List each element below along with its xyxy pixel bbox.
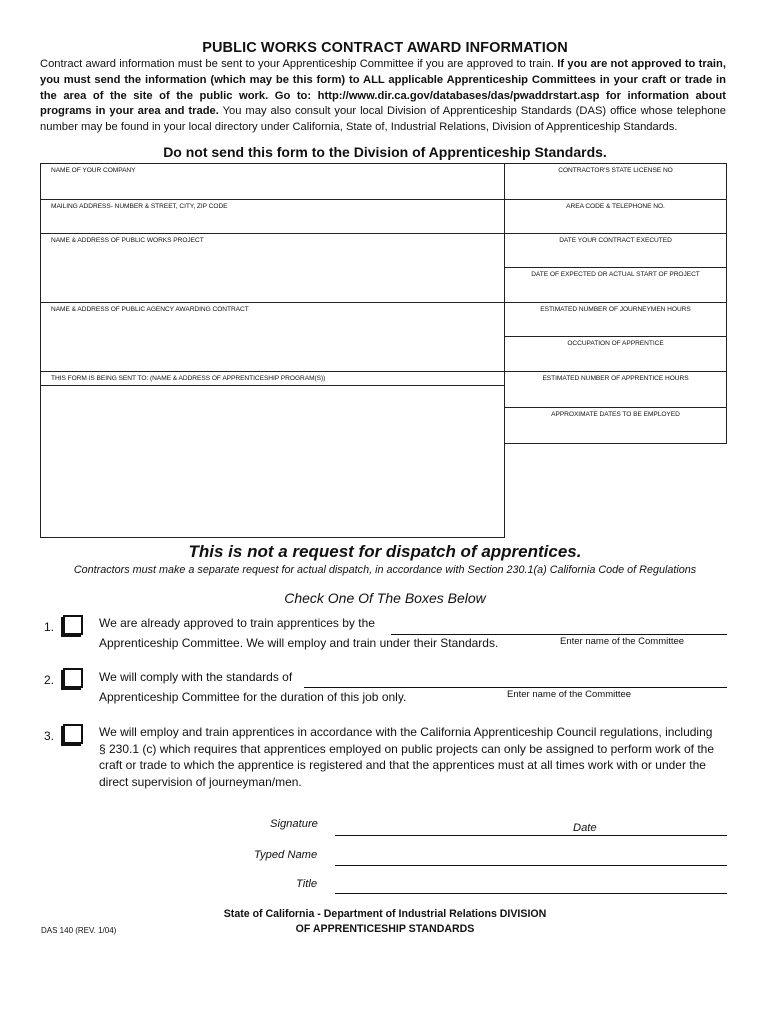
option-2-committee-line[interactable]	[304, 687, 727, 688]
option-2-line-1: We will comply with the standards of	[99, 670, 293, 684]
journeymen-hours-field[interactable]	[504, 302, 727, 337]
signature-label: Signature	[270, 818, 318, 830]
apprentice-hours-label: ESTIMATED NUMBER OF APPRENTICE HOURS	[542, 375, 689, 382]
date-executed-label: DATE YOUR CONTRACT EXECUTED	[559, 237, 672, 244]
company-name-label: NAME OF YOUR COMPANY	[51, 167, 136, 174]
footer-agency-line-1: State of California - Department of Industrial Relations DIVISION	[223, 908, 547, 920]
page-title: PUBLIC WORKS CONTRACT AWARD INFORMATION	[202, 40, 568, 56]
date-executed-field[interactable]	[504, 233, 727, 268]
intro-paragraph	[40, 57, 726, 136]
signature-line[interactable]	[335, 835, 727, 836]
option-2-number: 2.	[44, 673, 55, 687]
telephone-label: AREA CODE & TELEPHONE NO.	[566, 203, 665, 210]
option-1-hint: Enter name of the Committee	[560, 636, 685, 647]
license-no-label: CONTRACTOR'S STATE LICENSE NO	[558, 167, 673, 174]
title-line[interactable]	[335, 893, 727, 894]
option-3-text: We will employ and train apprentices in accordance with the California Apprenticeship Council regulations, including § 230.1 (c) which requires that apprentices employed on public projects can only be assigned to perform work of the craft or trade to which the apprentice is registered and that the apprentices must at all times work with or under the direct supervision of journeyman/men.	[99, 725, 714, 789]
intro-text-3: You may also consult your local Division of Apprenticeship Standards (DAS) office whose telephone number may be found in your local directory under California, State of, Industrial Relations, Division of Apprenticeship Standards.	[40, 105, 726, 134]
telephone-field[interactable]	[504, 199, 727, 234]
option-1-committee-line[interactable]	[391, 634, 727, 635]
mailing-address-field[interactable]	[40, 199, 505, 234]
option-1-line-2: Apprenticeship Committee. We will employ and train under their Standards.	[99, 636, 499, 650]
option-3-number: 3.	[44, 729, 55, 743]
dates-employed-label: APPROXIMATE DATES TO BE EMPLOYED	[551, 411, 680, 418]
do-not-send-notice: Do not send this form to the Division of Apprenticeship Standards.	[163, 144, 607, 160]
journeymen-hours-label: ESTIMATED NUMBER OF JOURNEYMEN HOURS	[540, 306, 691, 313]
agency-label: NAME & ADDRESS OF PUBLIC AGENCY AWARDING CONTRACT	[51, 306, 249, 313]
mailing-address-label: MAILING ADDRESS- NUMBER & STREET, CITY, ZIP CODE	[51, 203, 228, 210]
option-2-line-2: Apprenticeship Committee for the duration of this job only.	[99, 690, 407, 704]
form-code: DAS 140 (REV. 1/04)	[41, 926, 117, 935]
dispatch-note: Contractors must make a separate request for actual dispatch, in accordance with Section 230.1(a) California Code of Regulations	[73, 564, 697, 576]
sent-to-header	[40, 371, 505, 386]
date-label: Date	[573, 822, 597, 834]
apprentice-hours-field[interactable]	[504, 371, 727, 408]
option-2-hint: Enter name of the Committee	[507, 689, 632, 700]
option-1-line-1: We are already approved to train apprentices by the	[99, 616, 375, 630]
dispatch-heading: This is not a request for dispatch of apprentices.	[188, 542, 582, 561]
date-start-field[interactable]	[504, 267, 727, 303]
option-1-checkbox[interactable]	[63, 615, 83, 635]
option-3-checkbox[interactable]	[63, 724, 83, 744]
occupation-label: OCCUPATION OF APPRENTICE	[567, 340, 664, 347]
option-2-checkbox[interactable]	[63, 668, 83, 688]
sent-to-label: THIS FORM IS BEING SENT TO: (NAME & ADDRESS OF APPRENTICESHIP PROGRAM(S))	[51, 375, 326, 382]
intro-text-1: Contract award information must be sent to your Apprenticeship Committee if you are approved to train.	[40, 58, 558, 70]
title-label: Title	[296, 878, 318, 890]
dates-employed-field[interactable]	[504, 407, 727, 444]
check-heading: Check One Of The Boxes Below	[284, 590, 486, 606]
footer-agency-line-2: OF APPRENTICESHIP STANDARDS	[295, 923, 475, 935]
option-1-number: 1.	[44, 620, 55, 634]
agency-field[interactable]	[40, 302, 505, 372]
project-field[interactable]	[40, 233, 505, 303]
typed-name-line[interactable]	[335, 865, 727, 866]
typed-name-label: Typed Name	[254, 849, 318, 861]
occupation-field[interactable]	[504, 336, 727, 372]
intro-text-bold: If you are not approved to train, you must send the information (which may be this form) to ALL applicable Apprenticeship Committees in your craft or trade in the area of the site of the public work. Go to: http://www.dir.ca.gov/databases/das/pwaddrstart.asp for information about programs in your area and trade.	[40, 58, 726, 118]
project-label: NAME & ADDRESS OF PUBLIC WORKS PROJECT	[51, 237, 204, 244]
company-name-field[interactable]	[40, 163, 505, 200]
date-start-label: DATE OF EXPECTED OR ACTUAL START OF PROJECT	[531, 271, 700, 278]
sent-to-field[interactable]	[40, 385, 505, 538]
license-no-field[interactable]	[504, 163, 727, 200]
